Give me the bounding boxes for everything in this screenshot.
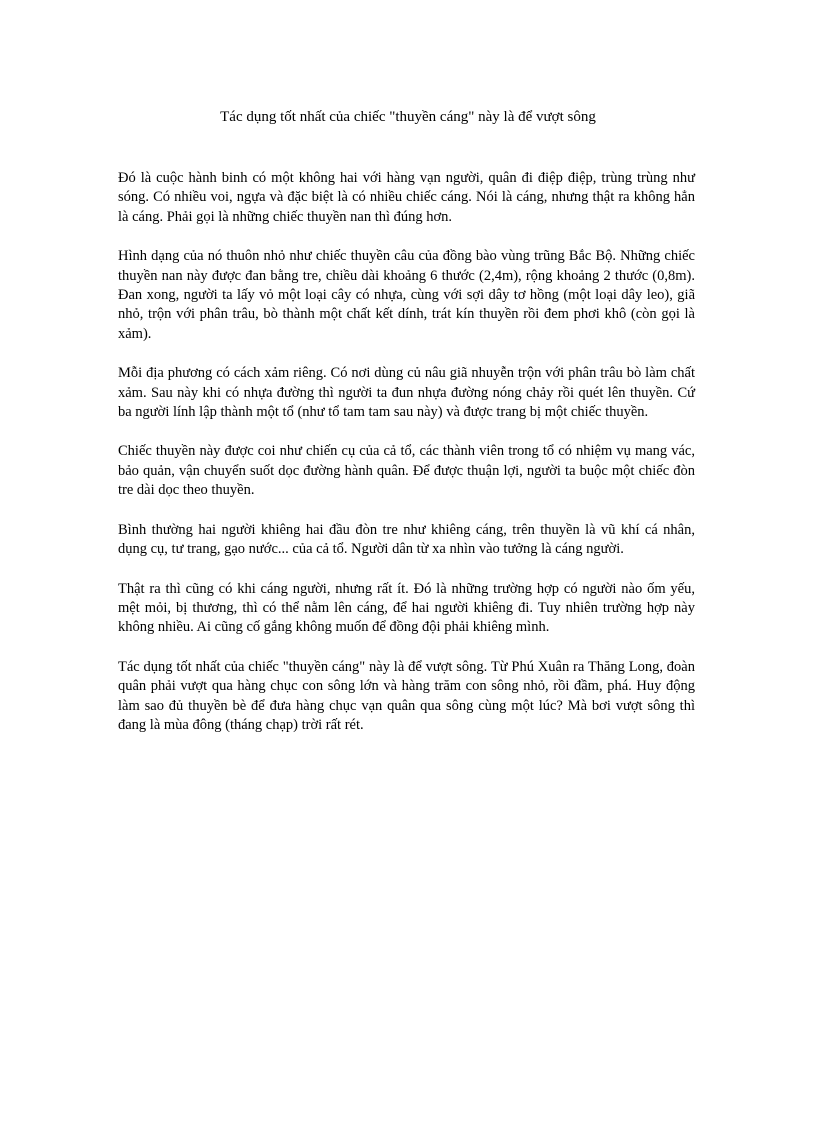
paragraph-1: Đó là cuộc hành binh có một không hai với hàng vạn người, quân đi điệp điệp, trùng trùng như sóng. Có nhiều voi, ngựa và đặc biệt là có nhiều chiếc cáng. Nói là cáng, nhưng thật ra không hẳn là cáng. Phải gọi là những chiếc thuyền nan thì đúng hơn.	[118, 170, 695, 225]
paragraph-2: Hình dạng của nó thuôn nhỏ như chiếc thuyền câu của đồng bào vùng trũng Bắc Bộ. Những chiếc thuyền nan này được đan bằng tre, chiều dài khoảng 6 thước (2,4m), rộng khoảng 2 thước (0,8m). Đan xong, người ta lấy vỏ một loại cây có nhựa, cùng với sợi dây tơ hồng (một loại dây leo), giã nhỏ, trộn với phân trâu, bò thành một chất kết dính, trát kín thuyền rồi đem phơi khô (còn gọi là xảm).	[118, 248, 695, 342]
document-title: Tác dụng tốt nhất của chiếc "thuyền cáng" này là để vượt sông	[220, 109, 596, 125]
document-body	[118, 169, 695, 755]
paragraph-4: Chiếc thuyền này được coi như chiến cụ của cả tổ, các thành viên trong tổ có nhiệm vụ mang vác, bảo quản, vận chuyển suốt dọc đường hành quân. Để được thuận lợi, người ta buộc một chiếc đòn tre dài dọc theo thuyền.	[118, 443, 695, 499]
paragraph-3: Mỗi địa phương có cách xảm riêng. Có nơi dùng củ nâu giã nhuyễn trộn với phân trâu bò làm chất xảm. Sau này khi có nhựa đường thì người ta đun nhựa đường nóng chảy rồi quét lên thuyền. Cứ ba người lính lập thành một tổ (như tổ tam tam sau này) và được trang bị một chiếc thuyền.	[118, 365, 695, 421]
paragraph-6: Thật ra thì cũng có khi cáng người, nhưng rất ít. Đó là những trường hợp có người nào ốm yếu, mệt mỏi, bị thương, thì có thể nằm lên cáng, để hai người khiêng đi. Tuy nhiên trường hợp này không nhiều. Ai cũng cố gắng không muốn để đồng đội phải khiêng mình.	[118, 580, 695, 636]
paragraph-7: Tác dụng tốt nhất của chiếc "thuyền cáng" này là để vượt sông. Từ Phú Xuân ra Thăng Long, đoàn quân phải vượt qua hàng chục con sông lớn và hàng trăm con sông nhỏ, rồi đầm, phá. Huy động làm sao đủ thuyền bè để đưa hàng chục vạn quân qua sông cùng một lúc? Mà bơi vượt sông thì đang là mùa đông (tháng chạp) trời rất rét.	[118, 658, 695, 733]
paragraph-5: Bình thường hai người khiêng hai đầu đòn tre như khiêng cáng, trên thuyền là vũ khí cá nhân, dụng cụ, tư trang, gạo nước... của cả tổ. Người dân từ xa nhìn vào tưởng là cáng người.	[118, 521, 695, 558]
